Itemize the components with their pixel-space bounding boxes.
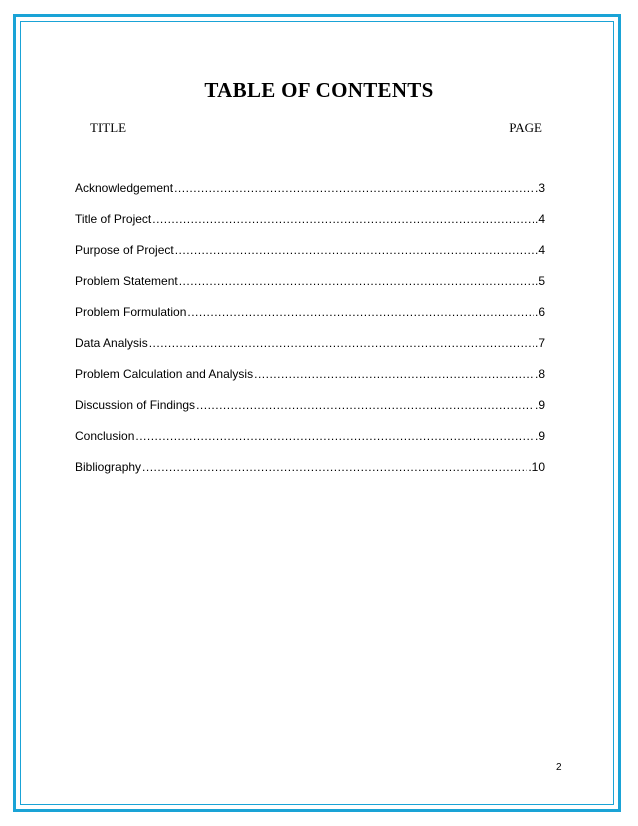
toc-leader-dots [175, 242, 534, 258]
toc-leader-dots [254, 366, 534, 382]
toc-entry-title: Conclusion [75, 429, 135, 443]
toc-leader-dots [142, 459, 527, 475]
toc-entry-page: .10 [528, 460, 545, 474]
toc-leader-dots [149, 335, 534, 351]
toc-entry-page: .5 [534, 274, 545, 288]
toc-leader-dots [196, 397, 534, 413]
toc-entry-page: .7 [534, 336, 545, 350]
toc-leader-dots [187, 304, 534, 320]
toc-entry-page: .3 [534, 181, 545, 195]
toc-leader-dots [179, 273, 534, 289]
toc-entry-title: Title of Project [75, 212, 152, 226]
toc-entry-title: Data Analysis [75, 336, 148, 350]
toc-entry-page: .4 [534, 243, 545, 257]
toc-entry-page: .4 [534, 212, 545, 226]
toc-entry-title: Purpose of Project [75, 243, 174, 257]
toc-entry-page: .6 [534, 305, 545, 319]
page-number: 2 [556, 762, 562, 773]
toc-entry-page: .9 [534, 429, 545, 443]
toc-entry-problem-calculation [75, 366, 545, 397]
toc-entry-problem-formulation [75, 304, 545, 335]
toc-entry-title: Problem Formulation [75, 305, 187, 319]
toc-entry-problem-statement [75, 273, 545, 304]
toc-entry-title: Acknowledgement [75, 181, 174, 195]
toc-entry-conclusion [75, 428, 545, 459]
toc-entry-purpose-of-project [75, 242, 545, 273]
toc-entry-title: Problem Calculation and Analysis [75, 367, 254, 381]
toc-entry-title: Problem Statement [75, 274, 178, 288]
column-header-page: PAGE [509, 120, 542, 135]
toc-entry-title: Discussion of Findings [75, 398, 196, 412]
toc-entry-data-analysis [75, 335, 545, 366]
toc-entry-title: Bibliography [75, 460, 142, 474]
toc-list [75, 180, 545, 490]
toc-entry-page: .9 [534, 398, 545, 412]
toc-entry-discussion-of-findings [75, 397, 545, 428]
toc-leader-dots [152, 211, 534, 227]
page-title: TABLE OF CONTENTS [204, 78, 434, 102]
toc-entry-page: .8 [534, 367, 545, 381]
toc-leader-dots [135, 428, 534, 444]
toc-entry-acknowledgement [75, 180, 545, 211]
toc-leader-dots [174, 180, 534, 196]
toc-entry-bibliography [75, 459, 545, 490]
column-header-title: TITLE [90, 120, 127, 135]
toc-entry-title-of-project [75, 211, 545, 242]
